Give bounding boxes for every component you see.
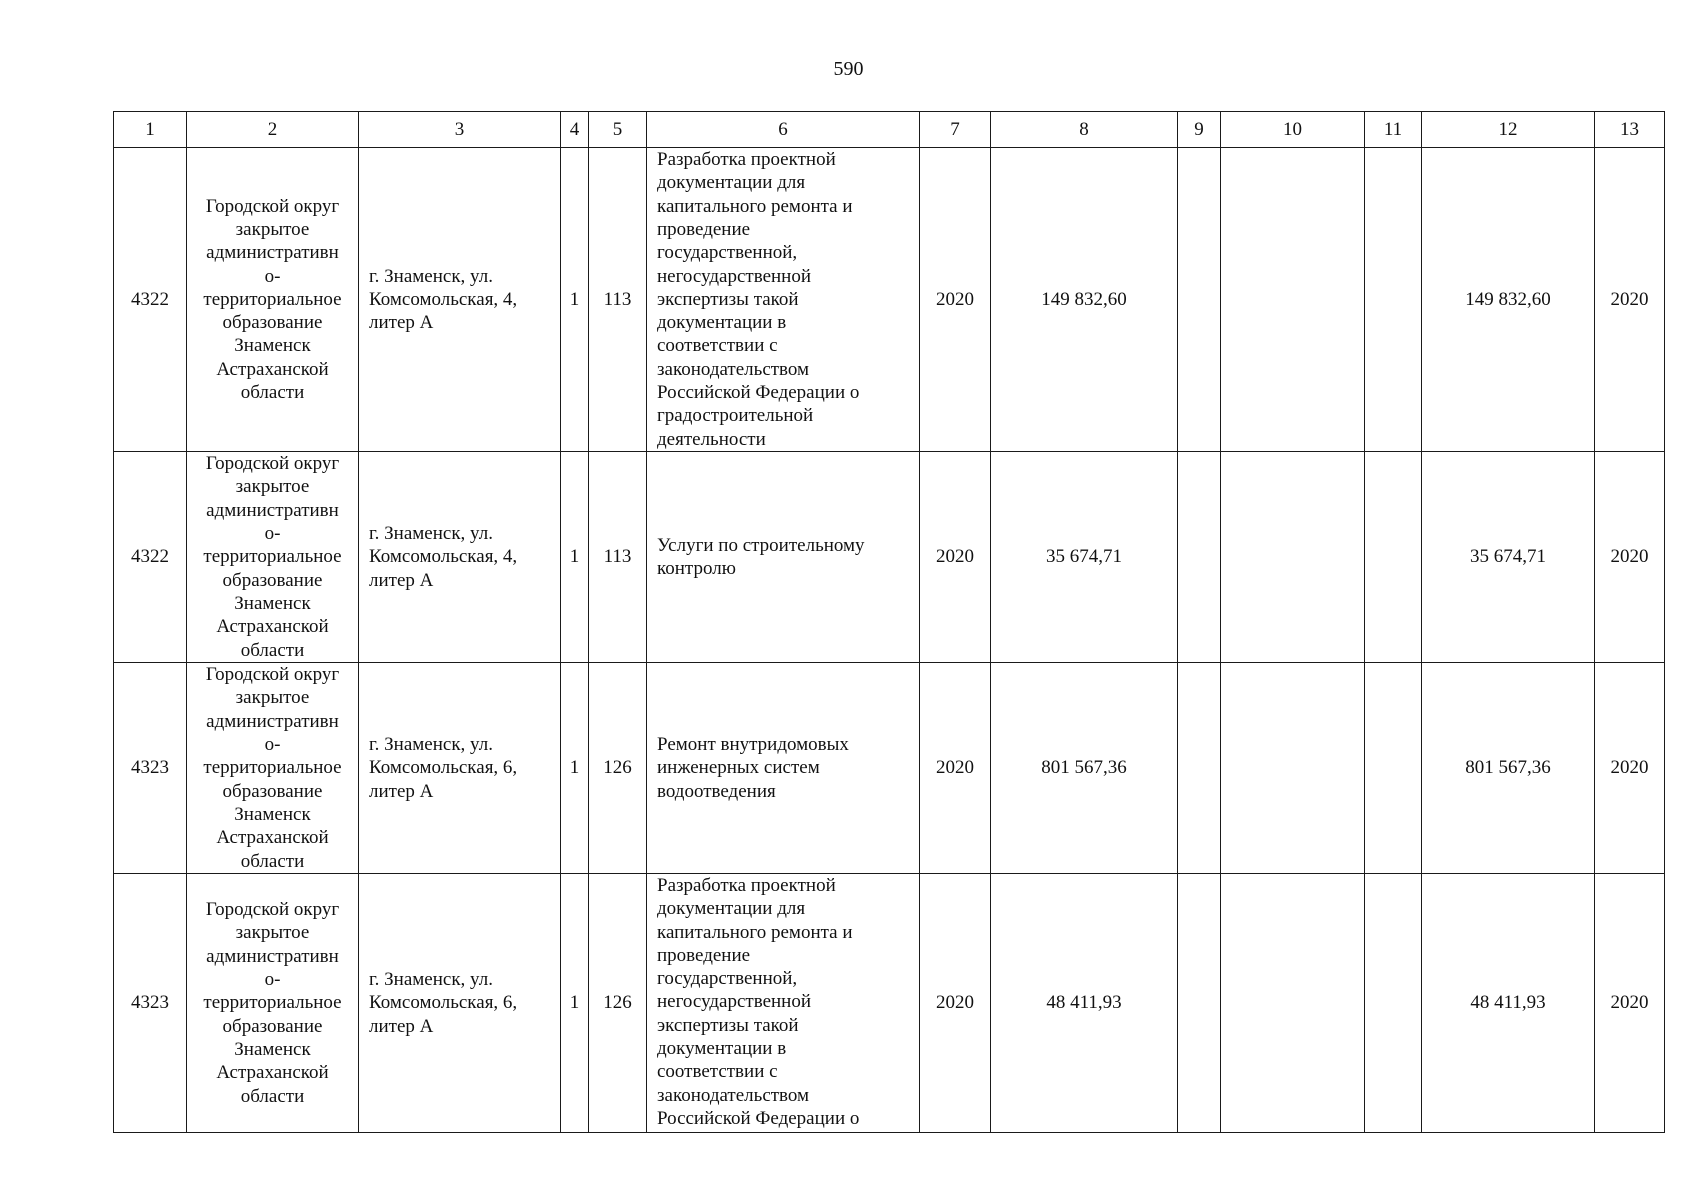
address-cell bbox=[359, 452, 561, 663]
cell-line: государственной, bbox=[657, 968, 798, 990]
cell-line: Ремонт внутридомовых bbox=[657, 734, 849, 756]
column-header: 5 bbox=[589, 112, 647, 148]
column-header: 4 bbox=[561, 112, 589, 148]
empty-cell bbox=[1365, 452, 1422, 663]
cell-line: Городской округ bbox=[205, 899, 340, 921]
cell-line: документации в bbox=[657, 1038, 787, 1060]
cell-line: Знаменск bbox=[234, 803, 311, 825]
cell-line: документации в bbox=[657, 312, 787, 334]
row-number-cell: 4323 bbox=[114, 663, 187, 874]
table-row bbox=[114, 148, 1665, 452]
cell-line: Астраханской bbox=[216, 358, 329, 380]
empty-cell bbox=[1221, 874, 1365, 1133]
cell-line: капитального ремонта и bbox=[657, 195, 853, 217]
year-cell: 2020 bbox=[920, 874, 991, 1133]
completion-year-cell: 2020 bbox=[1595, 663, 1665, 874]
municipality-cell bbox=[187, 148, 359, 452]
column-header: 12 bbox=[1422, 112, 1595, 148]
year-cell: 2020 bbox=[920, 452, 991, 663]
cell-line: литер А bbox=[369, 569, 434, 591]
cell-line: закрытое bbox=[235, 476, 310, 498]
empty-cell bbox=[1221, 663, 1365, 874]
code-cell: 126 bbox=[589, 874, 647, 1133]
cell-line: водоотведения bbox=[657, 780, 776, 802]
work-type-cell bbox=[647, 663, 920, 874]
cell-line: территориальное bbox=[203, 992, 342, 1014]
cell-line: Комсомольская, 4, bbox=[369, 288, 518, 310]
code-cell: 113 bbox=[589, 452, 647, 663]
cell-line: о- bbox=[264, 969, 281, 991]
cell-line: деятельности bbox=[657, 428, 766, 450]
empty-cell bbox=[1178, 148, 1221, 452]
cell-line: негосударственной bbox=[657, 265, 812, 287]
empty-cell bbox=[1365, 874, 1422, 1133]
total-cell: 801 567,36 bbox=[1422, 663, 1595, 874]
cell-line: образование bbox=[222, 1015, 323, 1037]
completion-year-cell: 2020 bbox=[1595, 874, 1665, 1133]
register-table bbox=[113, 111, 1665, 1133]
row-number-cell: 4322 bbox=[114, 452, 187, 663]
cell-line: Разработка проектной bbox=[657, 875, 836, 896]
cell-line: о- bbox=[264, 523, 281, 545]
cell-line: экспертизы такой bbox=[657, 1014, 799, 1036]
table-row bbox=[114, 663, 1665, 874]
cost-cell: 35 674,71 bbox=[991, 452, 1178, 663]
column-header: 9 bbox=[1178, 112, 1221, 148]
cell-line: территориальное bbox=[203, 757, 342, 779]
empty-cell bbox=[1221, 148, 1365, 452]
year-cell: 2020 bbox=[920, 663, 991, 874]
address-cell bbox=[359, 148, 561, 452]
row-number-cell: 4322 bbox=[114, 148, 187, 452]
empty-cell bbox=[1365, 148, 1422, 452]
cost-cell: 801 567,36 bbox=[991, 663, 1178, 874]
empty-cell bbox=[1221, 452, 1365, 663]
cell-line: закрытое bbox=[235, 922, 310, 944]
cell-line: законодательством bbox=[657, 358, 810, 380]
cell-line: г. Знаменск, ул. bbox=[369, 734, 493, 756]
cell-line: административн bbox=[206, 499, 339, 521]
table-row bbox=[114, 452, 1665, 663]
cell-line: административн bbox=[206, 945, 339, 967]
cell-line: Городской округ bbox=[205, 664, 340, 686]
empty-cell bbox=[1365, 663, 1422, 874]
cell-line: литер А bbox=[369, 780, 434, 802]
cell-line: закрытое bbox=[235, 687, 310, 709]
cell-line: о- bbox=[264, 734, 281, 756]
cell-line: проведение bbox=[657, 218, 751, 240]
cell-line: образование bbox=[222, 312, 323, 334]
cell-line: территориальное bbox=[203, 288, 342, 310]
column-header: 13 bbox=[1595, 112, 1665, 148]
cell-line: г. Знаменск, ул. bbox=[369, 523, 493, 545]
column-header: 11 bbox=[1365, 112, 1422, 148]
column-header: 8 bbox=[991, 112, 1178, 148]
cell-line: негосударственной bbox=[657, 991, 812, 1013]
municipality-cell bbox=[187, 874, 359, 1133]
cell-line: литер А bbox=[369, 312, 434, 334]
completion-year-cell: 2020 bbox=[1595, 452, 1665, 663]
completion-year-cell: 2020 bbox=[1595, 148, 1665, 452]
empty-cell bbox=[1178, 874, 1221, 1133]
page-number: 590 bbox=[833, 58, 864, 80]
table-row bbox=[114, 874, 1665, 1133]
total-cell: 149 832,60 bbox=[1422, 148, 1595, 452]
column-header: 6 bbox=[647, 112, 920, 148]
cell-line: области bbox=[240, 382, 305, 404]
cell-line: Городской округ bbox=[205, 195, 340, 217]
total-cell: 35 674,71 bbox=[1422, 452, 1595, 663]
total-cell: 48 411,93 bbox=[1422, 874, 1595, 1133]
cell-line: экспертизы такой bbox=[657, 288, 799, 310]
cell-line: Комсомольская, 4, bbox=[369, 546, 518, 568]
count-cell: 1 bbox=[561, 663, 589, 874]
cell-line: соответствии с bbox=[657, 1061, 778, 1083]
cell-line: документации для bbox=[657, 898, 806, 920]
column-header: 3 bbox=[359, 112, 561, 148]
code-cell: 126 bbox=[589, 663, 647, 874]
cell-line: Российской Федерации о bbox=[657, 382, 860, 404]
work-type-cell bbox=[647, 148, 920, 452]
cell-line: Услуги по строительному bbox=[657, 534, 865, 556]
cell-line: административн bbox=[206, 710, 339, 732]
work-type-cell bbox=[647, 874, 920, 1133]
year-cell: 2020 bbox=[920, 148, 991, 452]
cell-line: Городской округ bbox=[205, 453, 340, 475]
count-cell: 1 bbox=[561, 148, 589, 452]
column-header: 2 bbox=[187, 112, 359, 148]
cell-line: Знаменск bbox=[234, 335, 311, 357]
cost-cell: 48 411,93 bbox=[991, 874, 1178, 1133]
cell-line: Астраханской bbox=[216, 827, 329, 849]
row-number-cell: 4323 bbox=[114, 874, 187, 1133]
cell-line: капитального ремонта и bbox=[657, 921, 853, 943]
cell-line: контролю bbox=[657, 558, 736, 579]
municipality-cell bbox=[187, 663, 359, 874]
column-header: 7 bbox=[920, 112, 991, 148]
cell-line: области bbox=[240, 1085, 305, 1107]
cost-cell: 149 832,60 bbox=[991, 148, 1178, 452]
table-header-row bbox=[114, 112, 1665, 148]
cell-line: г. Знаменск, ул. bbox=[369, 265, 493, 287]
cell-line: образование bbox=[222, 780, 323, 802]
cell-line: Комсомольская, 6, bbox=[369, 992, 518, 1014]
empty-cell bbox=[1178, 452, 1221, 663]
cell-line: административн bbox=[206, 242, 339, 264]
cell-line: проведение bbox=[657, 944, 751, 966]
address-cell bbox=[359, 663, 561, 874]
cell-line: литер А bbox=[369, 1015, 434, 1037]
cell-line: Российской Федерации о bbox=[657, 1107, 860, 1129]
cell-line: Комсомольская, 6, bbox=[369, 757, 518, 779]
address-cell bbox=[359, 874, 561, 1133]
cell-line: Астраханской bbox=[216, 616, 329, 638]
cell-line: инженерных систем bbox=[657, 757, 820, 779]
column-header: 10 bbox=[1221, 112, 1365, 148]
cell-line: законодательством bbox=[657, 1084, 810, 1106]
cell-line: государственной, bbox=[657, 242, 798, 264]
count-cell: 1 bbox=[561, 452, 589, 663]
cell-line: Астраханской bbox=[216, 1062, 329, 1084]
municipality-cell bbox=[187, 452, 359, 663]
count-cell: 1 bbox=[561, 874, 589, 1133]
cell-line: закрытое bbox=[235, 218, 310, 240]
cell-line: документации для bbox=[657, 172, 806, 194]
cell-line: Разработка проектной bbox=[657, 149, 836, 171]
code-cell: 113 bbox=[589, 148, 647, 452]
cell-line: области bbox=[240, 850, 305, 872]
column-header: 1 bbox=[114, 112, 187, 148]
cell-line: Знаменск bbox=[234, 592, 311, 614]
work-type-cell bbox=[647, 452, 920, 663]
cell-line: соответствии с bbox=[657, 335, 778, 357]
cell-line: о- bbox=[264, 265, 281, 287]
cell-line: образование bbox=[222, 569, 323, 591]
cell-line: г. Знаменск, ул. bbox=[369, 969, 493, 991]
cell-line: территориальное bbox=[203, 546, 342, 568]
cell-line: градостроительной bbox=[657, 405, 814, 427]
cell-line: области bbox=[240, 639, 305, 661]
empty-cell bbox=[1178, 663, 1221, 874]
cell-line: Знаменск bbox=[234, 1038, 311, 1060]
